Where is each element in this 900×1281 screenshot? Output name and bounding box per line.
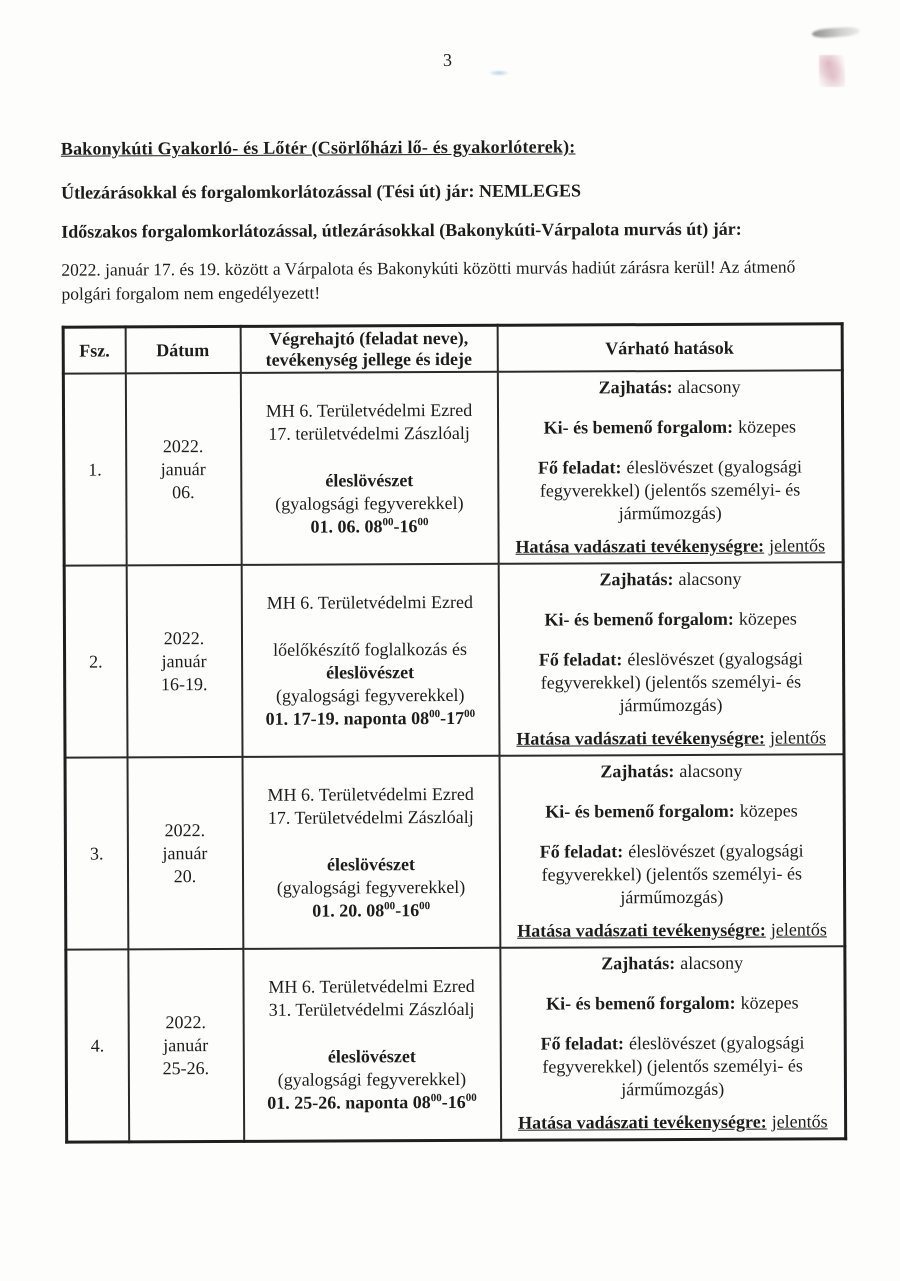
effect-noise: Zajhatás: alacsony [599,568,742,590]
task-unit-line: 17. területvédelmi Zászlóalj [268,422,470,444]
effect-main-task: Fő feladat: éleslövészet (gyalogsági fegyverekkel) (jelentős személyi- és járműmozgás) [540,1032,805,1100]
task-schedule: 01. 17-19. naponta $08^{00}-17^{00}$ [265,707,476,729]
periodic-restriction-line: Időszakos forgalomkorlátozással, útlezárásokkal (Bakonykúti-Várpalota murvás út) jár: [61,218,742,242]
header-datum: Dátum [125,326,240,373]
task-unit-line: MH 6. Területvédelmi Ezred [266,591,474,613]
page-number: 3 [442,49,453,71]
row-task [242,756,500,949]
task-unit-line: 31. Területvédelmi Zászlóalj [268,998,475,1020]
header-fsz: Fsz. [63,327,125,374]
task-activity: éleslövészet [325,469,414,491]
effect-noise: Zajhatás: alacsony [598,376,741,398]
table-row [66,946,846,1142]
row-effects [500,946,846,1140]
task-activity: éleslövészet [327,1045,416,1067]
effect-noise: Zajhatás: alacsony [600,760,743,782]
task-unit-line: MH 6. Területvédelmi Ezred [267,783,474,805]
effect-main-task: Fő feladat: éleslövészet (gyalogsági fegyverekkel) (jelentős személyi- és járműmozgás) [537,456,803,524]
effect-traffic: Ki- és bemenő forgalom: közepes [545,800,798,822]
task-weapons: (gyalogsági fegyverekkel) [275,684,465,706]
row-task [240,372,498,565]
effect-hunting: Hatása vadászati tevékenységre: jelentős [517,919,827,941]
table-row [63,370,843,565]
task-prep-line: lőelőkészítő foglalkozás és [273,638,468,660]
header-task: Végrehajtó (feladat neve), tevékenység jellege és ideje [240,325,497,373]
row-task [241,564,499,757]
effect-main-task: Fő feladat: éleslövészet (gyalogsági fegyverekkel) (jelentős személyi- és járműmozgás) [539,840,804,908]
effect-traffic: Ki- és bemenő forgalom: közepes [546,992,799,1014]
row-date: 2022. január 16-19. [126,565,242,757]
row-number: 1. [63,373,126,565]
task-schedule: 01. 25-26. naponta $08^{00}-16^{00}$ [267,1091,477,1113]
task-unit-line: MH 6. Területvédelmi Ezred [268,975,475,997]
row-task [243,948,501,1142]
row-effects [498,562,844,756]
effect-noise: Zajhatás: alacsony [601,952,744,974]
section-title: Bakonykúti Gyakorló- és Lőtér (Csörlőházi lő- és gyakorlóterek): [60,136,576,159]
table-row [65,754,845,949]
table-header-row [63,324,842,374]
effect-hunting: Hatása vadászati tevékenységre: jelentős [515,535,826,557]
effect-hunting: Hatása vadászati tevékenységre: jelentős [516,727,827,749]
row-date: 2022. január 25-26. [128,949,244,1142]
task-activity: éleslövészet [326,661,415,683]
effect-traffic: Ki- és bemenő forgalom: közepes [543,416,797,438]
header-effects: Várható hatások [497,324,842,372]
closure-notice-paragraph: 2022. január 17. és 19. között a Várpalota és Bakonykúti közötti murvás hadiút zárásra kerül! Az átmenő polgári forgalom nem engedélyezett! [61,256,796,304]
row-date: 2022. január 20. [127,757,243,949]
row-effects [499,754,845,948]
task-unit-line: MH 6. Területvédelmi Ezred [265,399,473,421]
effect-main-task: Fő feladat: éleslövészet (gyalogsági fegyverekkel) (jelentős személyi- és járműmozgás) [538,648,803,716]
row-number: 4. [66,949,129,1142]
effect-traffic: Ki- és bemenő forgalom: közepes [544,608,797,630]
task-schedule: 01. 06. $08^{00}-16^{00}$ [310,515,429,537]
task-weapons: (gyalogsági fegyverekkel) [276,876,466,898]
row-number: 3. [65,757,128,949]
task-weapons: (gyalogsági fegyverekkel) [275,492,464,514]
task-activity: éleslövészet [326,853,415,875]
task-schedule: 01. 20. $08^{00}-16^{00}$ [312,899,431,921]
row-number: 2. [64,565,127,757]
table-row [64,562,844,757]
road-closure-status-line: Útlezárásokkal és forgalomkorlátozással (Tési út) jár: NEMLEGES [61,180,582,203]
schedule-table [62,322,848,1143]
effect-hunting: Hatása vadászati tevékenységre: jelentős [518,1111,828,1133]
row-effects [497,370,843,564]
row-date: 2022. január 06. [125,373,241,565]
task-unit-line: 17. Területvédelmi Zászlóalj [267,806,474,828]
task-weapons: (gyalogsági fegyverekkel) [277,1068,467,1090]
